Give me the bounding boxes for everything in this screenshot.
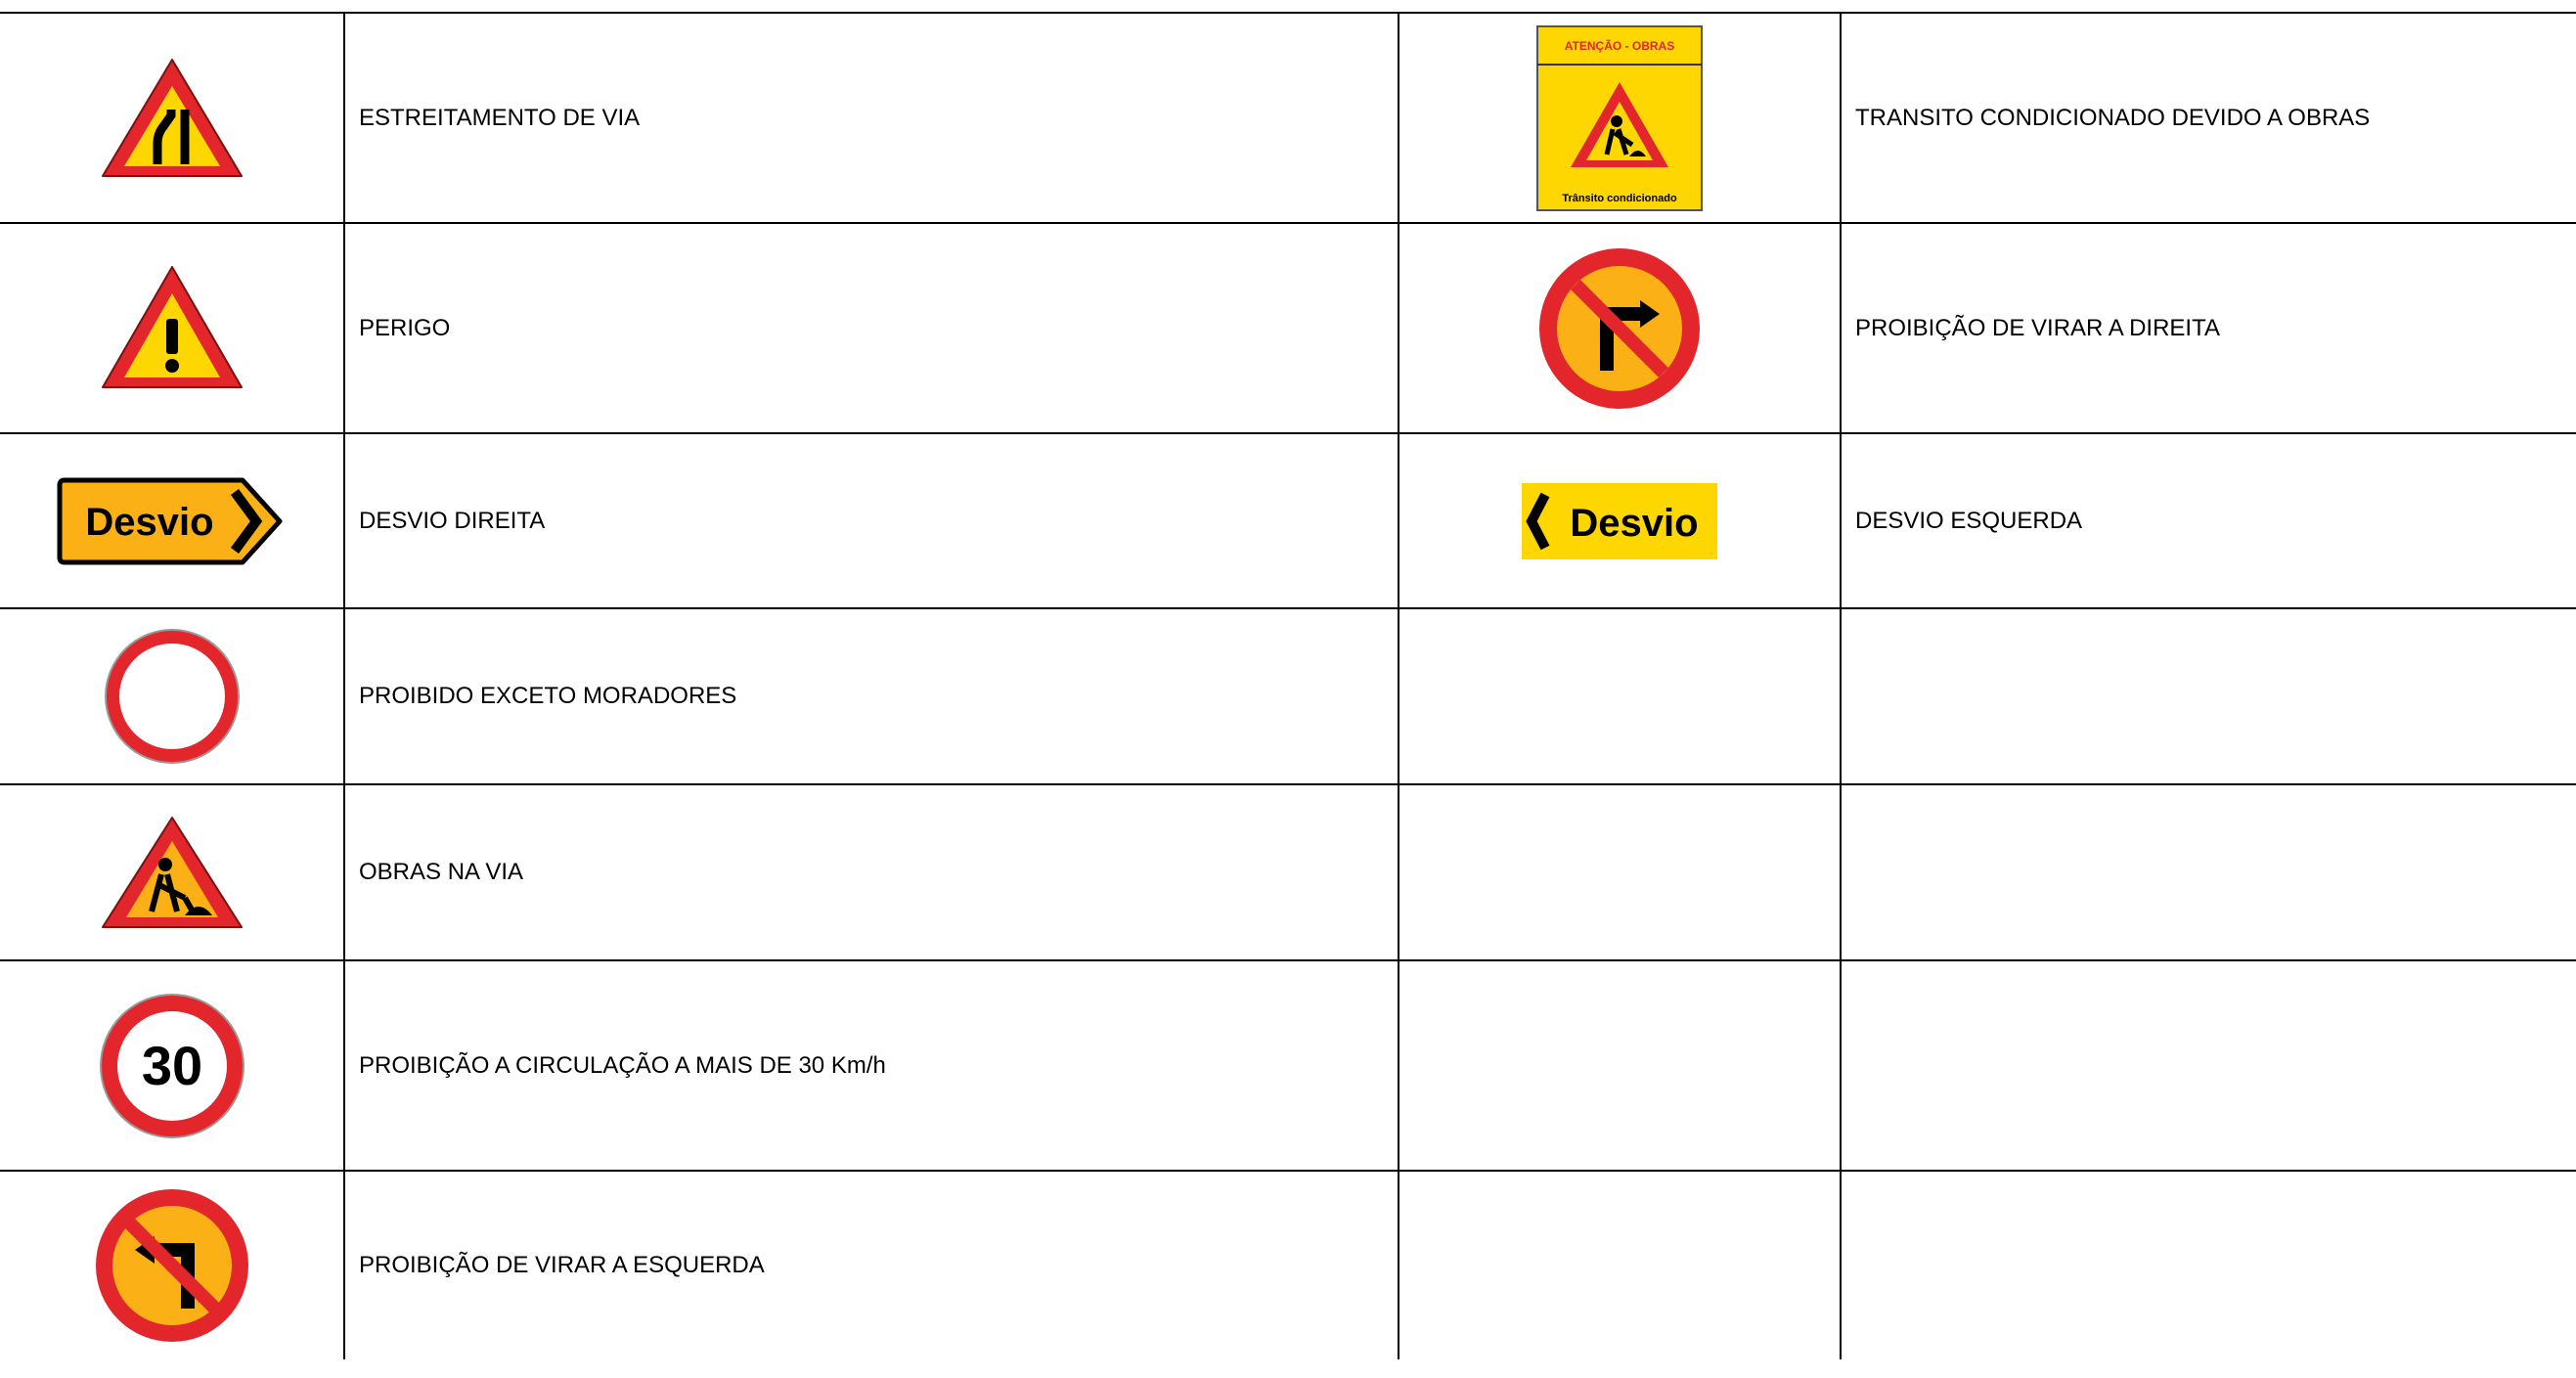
table-row (0, 784, 2576, 960)
sign-cell (1399, 433, 1841, 608)
empty-cell (1841, 960, 2576, 1171)
speed-limit-value: 30 (141, 1034, 202, 1096)
sign-label: PROIBIDO EXCETO MORADORES (344, 608, 1399, 784)
table-row (0, 608, 2576, 784)
empty-cell (1399, 1171, 1841, 1359)
sign-label: PERIGO (344, 223, 1399, 433)
no-entry-except-residents-icon (104, 628, 241, 765)
sign-cell (0, 223, 344, 433)
empty-cell (1399, 608, 1841, 784)
sign-cell (0, 13, 344, 223)
sign-cell (1399, 223, 1841, 433)
table-row (0, 13, 2576, 223)
road-narrowing-warning-icon (99, 55, 245, 182)
detour-left-arrow-icon (1522, 479, 1717, 563)
no-right-turn-icon (1536, 245, 1703, 412)
detour-right-arrow-icon (57, 474, 288, 568)
table-row (0, 1171, 2576, 1359)
sign-cell (0, 960, 344, 1171)
empty-cell (1399, 960, 1841, 1171)
sign-label: DESVIO ESQUERDA (1841, 433, 2576, 608)
sign-cell (0, 784, 344, 960)
speed-limit-30-icon (99, 993, 245, 1139)
sign-label: PROIBIÇÃO A CIRCULAÇÃO A MAIS DE 30 Km/h (344, 960, 1399, 1171)
empty-cell (1841, 1171, 2576, 1359)
sign-label: ESTREITAMENTO DE VIA (344, 13, 1399, 223)
sign-label: OBRAS NA VIA (344, 784, 1399, 960)
no-left-turn-icon (94, 1187, 250, 1344)
table-row (0, 223, 2576, 433)
empty-cell (1841, 608, 2576, 784)
roadworks-warning-icon (99, 814, 245, 931)
sign-top-text: ATENÇÃO - OBRAS (1564, 38, 1675, 53)
detour-text: Desvio (84, 500, 214, 544)
sign-cell (0, 1171, 344, 1359)
sign-cell (0, 433, 344, 608)
empty-cell (1841, 784, 2576, 960)
sign-cell (0, 608, 344, 784)
construction-conditioned-traffic-panel-icon (1536, 25, 1703, 211)
sign-label: TRANSITO CONDICIONADO DEVIDO A OBRAS (1841, 13, 2576, 223)
danger-warning-icon (99, 262, 245, 394)
empty-cell (1399, 784, 1841, 960)
table-row (0, 960, 2576, 1171)
sign-bottom-text: Trânsito condicionado (1562, 192, 1677, 204)
sign-label: DESVIO DIREITA (344, 433, 1399, 608)
table-row (0, 433, 2576, 608)
detour-text: Desvio (1570, 501, 1699, 545)
sign-label: PROIBIÇÃO DE VIRAR A ESQUERDA (344, 1171, 1399, 1359)
sign-label: PROIBIÇÃO DE VIRAR A DIREITA (1841, 223, 2576, 433)
traffic-signs-table (0, 12, 2576, 1359)
sign-cell (1399, 13, 1841, 223)
